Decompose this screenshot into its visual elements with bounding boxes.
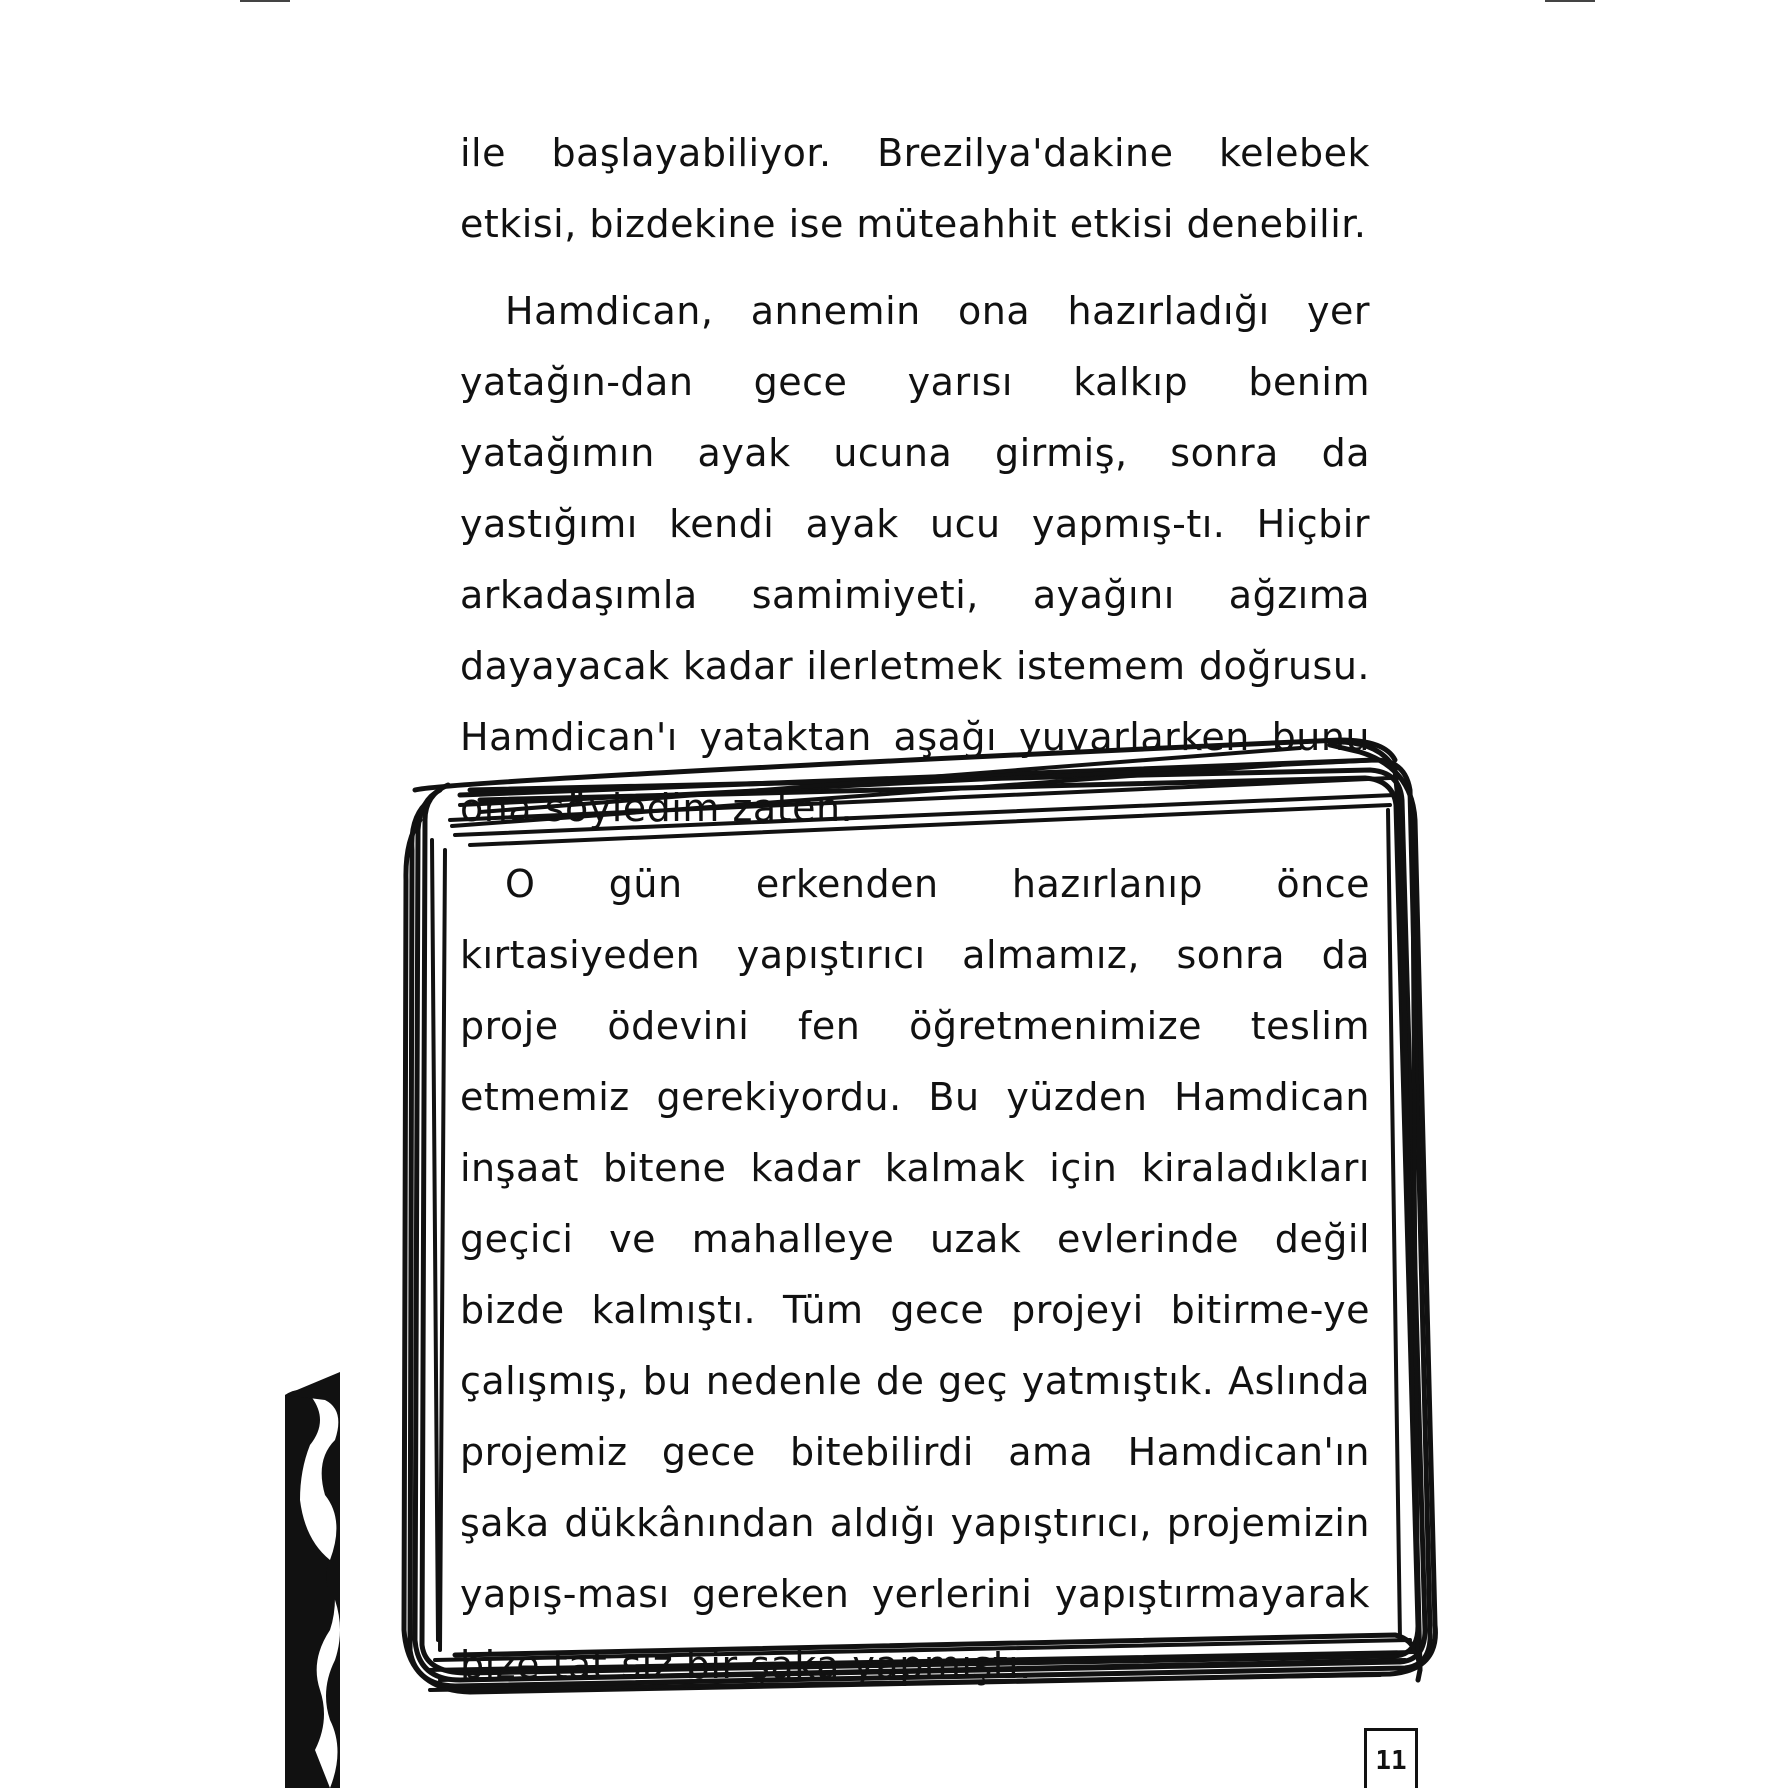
paragraph-hamdican-bed: Hamdican, annemin ona hazırladığı yer yatağın-dan gece yarısı kalkıp benim yatağımın ayak ucuna girmiş, sonra da yastığımı kendi ayak ucu yapmış-tı. Hiçbir arkadaşımla samimiyeti, ayağını ağzıma dayayacak kadar ilerletmek istemem doğrusu. Hamdican'ı yataktan aşağı yuvarlarken bunu ona söyledim zaten. — [460, 289, 1370, 830]
page-text-upper — [460, 118, 1370, 860]
paragraph-project-glue: O gün erkenden hazırlanıp önce kırtasiyeden yapıştırıcı almamız, sonra da proje ödevini fen öğretmenimize teslim etmemiz gerekiyordu. Bu yüzden Hamdican inşaat bitene kadar kalmak için kiraladıkları geçici ve mahalleye uzak evlerinde değil bizde kalmıştı. Tüm gece projeyi bitirme-ye çalışmış, bu nedenle de geç yatmıştık. Aslında projemiz gece bitebilirdi ama Hamdican'ın şaka dükkânından aldığı yapıştırıcı, projemizin yapış-ması gereken yerlerini yapıştırmayarak bize tat-sız bir şaka yapmıştı. — [460, 862, 1370, 1687]
framed-text-box — [460, 849, 1370, 1717]
page-number: 11 — [1364, 1728, 1418, 1788]
paragraph-continuation: ile başlayabiliyor. Brezilya'dakine kelebek etkisi, bizdekine ise müteahhit etkisi denebilir. — [460, 131, 1370, 246]
